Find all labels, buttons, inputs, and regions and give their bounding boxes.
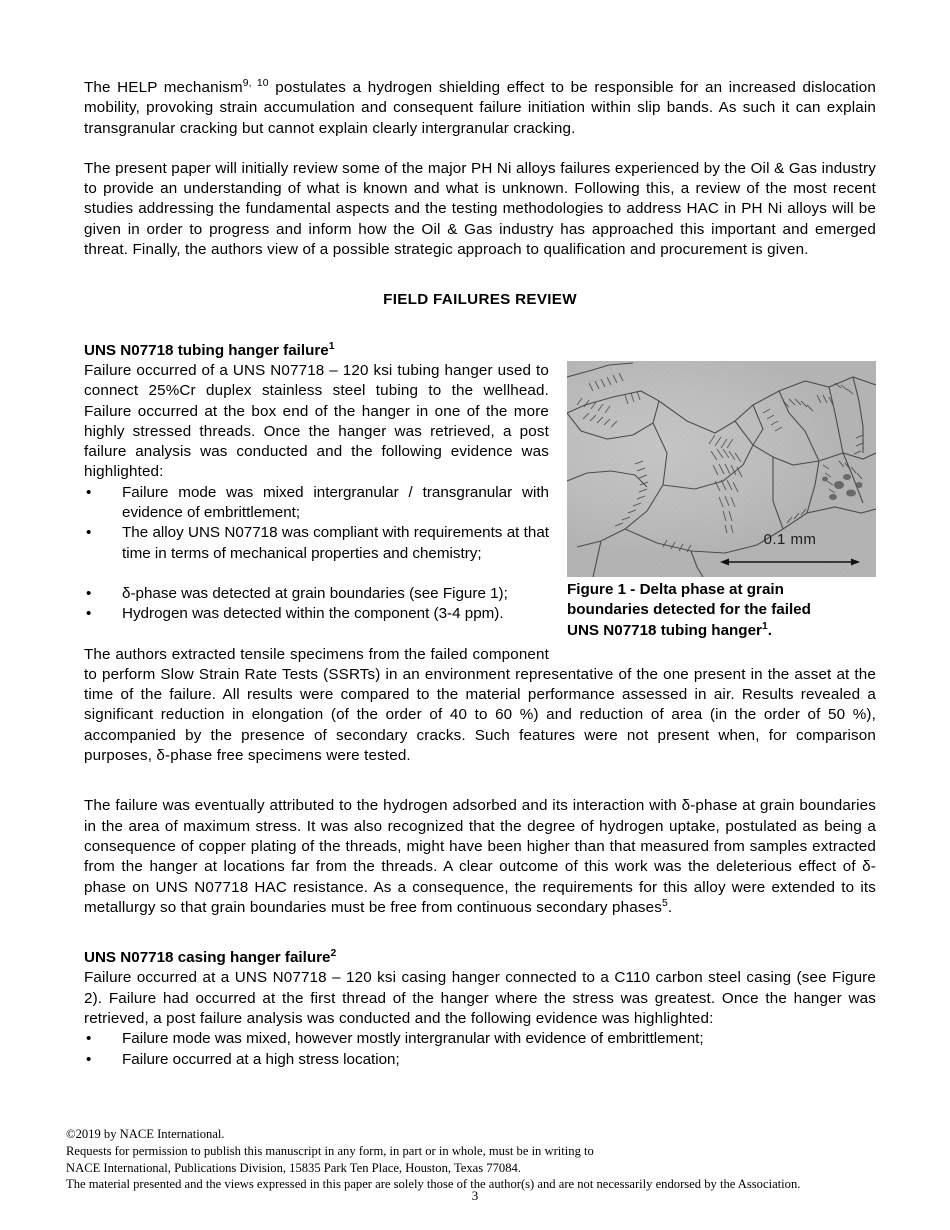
bullet-marker-icon: • <box>86 524 92 542</box>
paragraph-ssrt: The authors extracted tensile specimens from the failed component to perform Slow Strain Rate Tests (SSRTs) in an environment representative of the one present in the asset at the time of the failure. All results were compared to the material performance assessed in air. Results revealed a significant reduction in elongation (of the order of 40 to 60 %) and reduction of area (in the order of 50 %), accompanied by the presence of secondary cracks. Such features were not present when, for comparison purposes, δ-phase free specimens were tested. <box>84 645 876 765</box>
citation-ref-casing-hanger: 2 <box>330 948 337 960</box>
list-item <box>84 1029 876 1049</box>
paragraph-tubing-hanger-intro: Failure occurred of a UNS N07718 – 120 ksi tubing hanger used to connect 25%Cr duplex stainless steel tubing to the wellhead. Failure occurred at the box end of the hanger in one of the more highly stressed threads. Once the hanger was retrieved, a post failure analysis was conducted and the following evidence was highlighted: <box>84 361 549 481</box>
bullet-marker-icon: • <box>86 605 92 623</box>
bullet-marker-icon: • <box>86 483 92 501</box>
list-item-text: δ-phase was detected at grain boundaries (see Figure 1); <box>122 584 508 602</box>
citation-ref-tubing-hanger: 1 <box>328 340 335 352</box>
bullet-list-tubing-evidence <box>84 483 876 564</box>
figure-1-caption-line3: UNS N07718 tubing hanger <box>567 621 762 639</box>
subsection-heading-casing-hanger <box>84 948 876 968</box>
paragraph-spacer <box>84 260 876 280</box>
paragraph-spacer <box>84 331 876 341</box>
bullet-list-tubing-evidence-continued <box>84 584 876 625</box>
bullet-marker-icon: • <box>86 584 92 602</box>
subsection-heading-tubing-hanger-text: UNS N07718 tubing hanger failure <box>84 341 329 359</box>
page-footer <box>66 1126 886 1193</box>
paragraph-spacer <box>84 938 876 948</box>
paragraph-spacer <box>84 139 876 159</box>
footer-permission-line-1: Requests for permission to publish this manuscript in any form, in part or in whole, must be in writing to <box>66 1143 594 1158</box>
citation-ref-help: 9, 10 <box>242 77 269 89</box>
section-heading-field-failures-review: FIELD FAILURES REVIEW <box>383 291 577 309</box>
citation-ref-secondary-phases: 5 <box>661 897 668 909</box>
list-item <box>84 523 876 564</box>
footer-permission-line-2: NACE International, Publications Division, 15835 Park Ten Place, Houston, Texas 77084. <box>66 1160 521 1175</box>
paragraph-spacer <box>84 766 876 786</box>
list-item-text: The alloy UNS N07718 was compliant with requirements at that time in terms of mechanical properties and chemistry; <box>122 524 549 562</box>
list-item <box>84 584 876 604</box>
list-item-text: Hydrogen was detected within the component (3-4 ppm). <box>122 605 504 623</box>
bullet-marker-icon: • <box>86 1050 92 1068</box>
list-item <box>84 483 876 524</box>
figure-1-caption-line1: Figure 1 - Delta phase at grain <box>567 580 784 598</box>
figure-1-caption-ref: 1 <box>761 620 768 632</box>
paragraph-present-paper: The present paper will initially review some of the major PH Ni alloys failures experienced by the Oil & Gas industry to provide an understanding of what is known and what is unknown. Following this, a review of the most recent studies addressing the fundamental aspects and the testing methodologies to address HAC in PH Ni alloys will be given in order to progress and inform how the Oil & Gas industry has approached this important and emerged threat. Finally, the authors view of a possible strategic approach to qualification and procurement is given. <box>84 159 876 259</box>
list-item <box>84 604 876 624</box>
subsection-heading-tubing-hanger <box>84 341 876 361</box>
list-item <box>84 1050 876 1070</box>
paragraph-help-mechanism: The HELP mechanism$^{9, 10}$ postulates a hydrogen shielding effect to be responsible for an increased dislocation mobility, provoking strain accumulation and consequent failure initiation within slip bands. As such it can explain transgranular cracking but cannot explain clearly intergranular cracking. <box>84 77 876 137</box>
figure-1-caption-period: . <box>767 621 772 639</box>
footer-disclaimer: The material presented and the views expressed in this paper are solely those of the author(s) and are not necessarily endorsed by the Association. <box>66 1177 801 1192</box>
bullet-list-casing-evidence <box>84 1029 876 1070</box>
page-content <box>84 78 876 1070</box>
figure-1-caption-line2: boundaries detected for the failed <box>567 601 811 619</box>
paragraph-casing-hanger-intro: Failure occurred at a UNS N07718 – 120 ksi casing hanger connected to a C110 carbon steel casing (see Figure 2). Failure had occurred at the first thread of the hanger where the stress was greatest. Once the hanger was retrieved, a post failure analysis was conducted and the following evidence was highlighted: <box>84 969 876 1027</box>
list-item-text: Failure mode was mixed intergranular / transgranular with evidence of embrittlement; <box>122 483 549 522</box>
footer-copyright: ©2019 by NACE International. <box>66 1127 225 1141</box>
page-number: 3 <box>471 1188 479 1203</box>
paragraph-spacer <box>84 311 876 331</box>
list-item-text: Failure mode was mixed, however mostly intergranular with evidence of embrittlement; <box>122 1030 704 1048</box>
bullet-marker-icon: • <box>86 1030 92 1048</box>
paragraph-spacer <box>84 280 876 290</box>
paragraph-failure-attributed: The failure was eventually attributed to the hydrogen adsorbed and its interaction with δ-phase at grain boundaries in the area of maximum stress. It was also recognized that the degree of hydrogen uptake, postulated as being a consequence of copper plating of the threads, might have been higher than that measured from samples extracted from the hanger at locations far from the threads. A clear outcome of this work was the deleterious effect of δ-phase on UNS N07718 HAC resistance. As a consequence, the requirements for this alloy were extended to its metallurgy so that grain boundaries must be free from continuous secondary phases$^5$. <box>84 797 876 916</box>
paragraph-spacer <box>84 786 876 796</box>
scale-bar-label: 0.1 mm <box>763 530 817 548</box>
paragraph-spacer <box>84 918 876 938</box>
list-item-text: Failure occurred at a high stress location; <box>122 1050 400 1068</box>
subsection-heading-casing-hanger-text: UNS N07718 casing hanger failure <box>84 949 331 967</box>
